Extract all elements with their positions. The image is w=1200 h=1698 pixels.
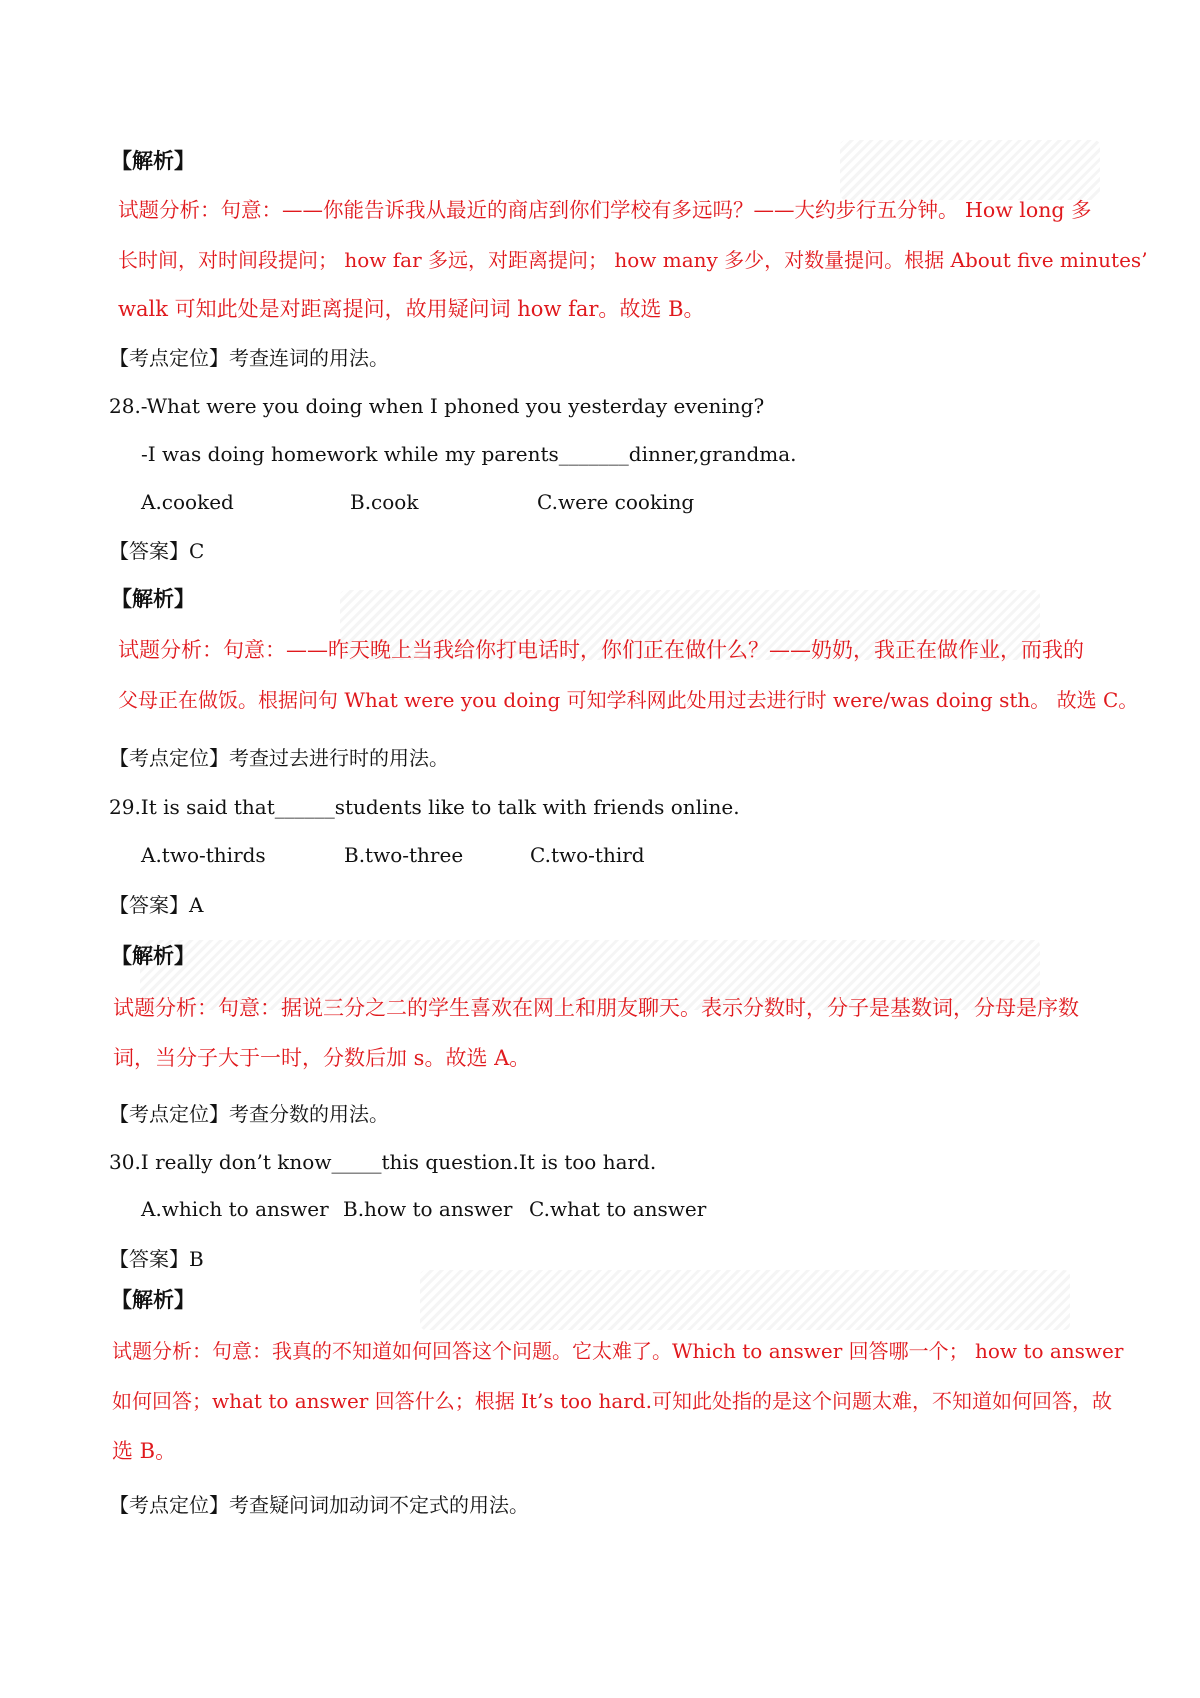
q28-analysis-heading: 【解析】 [111,586,195,611]
q30-option-a: A.which to answer [141,1197,329,1221]
q28-analysis-line-2: 父母正在做饭。根据问句 What were you doing 可知学科网此处用过去进行时 were/was doing sth。 故选 C。 [118,688,1139,712]
q30-analysis-line-1: 试题分析：句意：我真的不知道如何回答这个问题。它太难了。Which to answer 回答哪一个； how to answer [112,1339,1124,1363]
q30-point: 【考点定位】考查疑问词加动词不定式的用法。 [109,1493,529,1517]
q29-question: 29.It is said that______students like to talk with friends online. [109,795,740,819]
q30-option-c: C.what to answer [529,1197,707,1221]
q30-analysis-heading: 【解析】 [111,1287,195,1312]
watermark-1 [840,140,1100,200]
q28-reply: -I was doing homework while my parents_______dinner,grandma. [141,442,797,466]
q28-question: 28.-What were you doing when I phoned you yesterday evening? [109,394,765,418]
watermark-4 [420,1270,1070,1330]
q30-answer: 【答案】B [109,1247,204,1271]
q29-answer: 【答案】A [109,893,204,917]
q28-answer: 【答案】C [109,539,205,563]
q30-option-b: B.how to answer [343,1197,513,1221]
q29-analysis-heading: 【解析】 [111,943,195,968]
q28-analysis-line-1: 试题分析：句意：——昨天晚上当我给你打电话时，你们正在做什么？——奶奶，我正在做作业，而我的 [118,638,1084,662]
q28-option-c: C.were cooking [537,490,695,514]
q27-analysis-line-1: 试题分析：句意：——你能告诉我从最近的商店到你们学校有多远吗？——大约步行五分钟。 How long 多 [118,198,1092,222]
q29-option-a: A.two-thirds [141,843,266,867]
q28-option-b: B.cook [350,490,419,514]
q27-analysis-heading: 【解析】 [111,148,195,173]
q27-analysis-line-2: 长时间，对时间段提问； how far 多远，对距离提问； how many 多少，对数量提问。根据 About five minutes’ [118,248,1148,272]
q30-question: 30.I really don’t know_____this question.It is too hard. [109,1150,657,1174]
q29-point: 【考点定位】考查分数的用法。 [109,1102,389,1126]
q29-analysis-line-2: 词，当分子大于一时，分数后加 s。故选 A。 [113,1046,531,1070]
q29-option-b: B.two-three [344,843,464,867]
q29-option-c: C.two-third [530,843,645,867]
q28-option-a: A.cooked [141,490,234,514]
q30-analysis-line-3: 选 B。 [112,1439,177,1463]
q29-analysis-line-1: 试题分析：句意：据说三分之二的学生喜欢在网上和朋友聊天。表示分数时，分子是基数词，分母是序数 [113,996,1079,1020]
q30-analysis-line-2: 如何回答；what to answer 回答什么；根据 It’s too hard.可知此处指的是这个问题太难，不知道如何回答，故 [112,1389,1112,1413]
q27-analysis-line-3: walk 可知此处是对距离提问，故用疑问词 how far。故选 B。 [118,297,705,321]
q28-point: 【考点定位】考查过去进行时的用法。 [109,746,449,770]
q27-point: 【考点定位】考查连词的用法。 [109,346,389,370]
